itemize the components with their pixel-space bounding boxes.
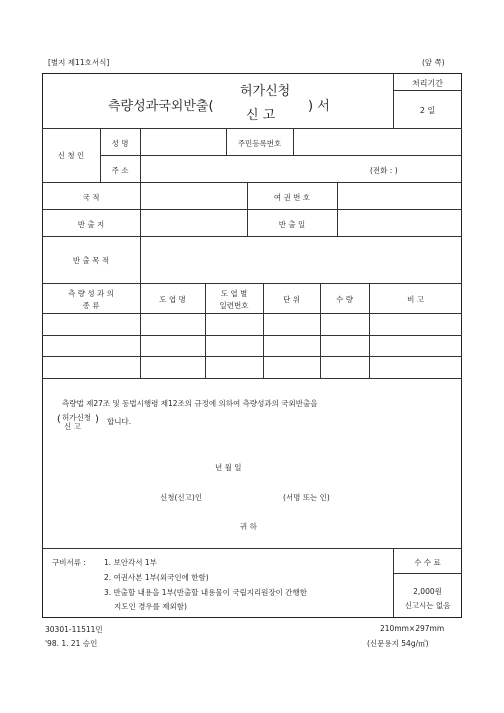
signature-note: (서명 또는 인): [283, 493, 330, 502]
export-date-label: 반 출 일: [278, 220, 306, 229]
fee-amount: 2,000원: [413, 587, 442, 596]
result-type-header-line2: 종 류: [82, 301, 100, 310]
paper-size: 210mm×297mm: [380, 624, 445, 633]
statement-line2: ( 허가신청 신 고 ) 합니다.: [57, 413, 132, 431]
approval-date: '98. 1. 21 승인: [45, 639, 98, 648]
export-destination-label: 반 출 지: [77, 220, 105, 229]
applicant-section-label: 신 청 인: [57, 151, 85, 160]
unit-header: 단 위: [283, 295, 300, 304]
applicant-signature-label: 신청(신고)인: [160, 493, 203, 502]
passport-number-label: 여 권 번 호: [273, 193, 311, 202]
required-documents-label: 구비서류 :: [52, 558, 86, 567]
export-purpose-label: 반 출 목 적: [72, 256, 110, 265]
form-title: 측량성과국외반출( 허가신청 신 고 ) 서: [108, 84, 330, 123]
addressee: 귀 하: [240, 522, 257, 531]
phone-label: (전화 : ): [370, 166, 398, 175]
date-line: 년 월 일: [215, 463, 242, 472]
map-sheet-name-header: 도 엽 명: [159, 295, 186, 304]
required-document-1: 1. 보안각서 1부: [104, 558, 157, 567]
required-document-3a: 3. 반출할 내용을 1부(반출할 내용물이 국립지리원장이 간행한: [104, 588, 308, 597]
form-number-label: [별지 제11호서식]: [48, 58, 110, 67]
statement-line1: 측량법 제27조 및 동법시행령 제12조의 규정에 의하여 측량성과의 국외반출을: [62, 399, 318, 408]
required-document-2: 2. 여권사본 1부(외국인에 한함): [104, 573, 209, 582]
required-document-3b: 지도인 경우를 제외함): [114, 602, 187, 611]
remarks-header: 비 고: [407, 295, 424, 304]
fee-report-note: 신고시는 없음: [404, 601, 451, 610]
resident-number-label: 주민등록번호: [237, 139, 282, 148]
processing-period-value: 2 일: [419, 106, 436, 115]
result-type-header-line1: 측 량 성 과 의: [68, 289, 114, 298]
processing-period-label: 처리기간: [412, 79, 443, 88]
quantity-header: 수 량: [336, 295, 353, 304]
name-label: 성 명: [111, 139, 129, 148]
form-code: 30301-11511민: [45, 625, 103, 634]
sheet-serial-header-line1: 도 엽 별: [220, 289, 248, 298]
fee-label: 수 수 료: [414, 558, 441, 567]
address-label: 주 소: [111, 166, 129, 175]
nationality-label: 국 적: [82, 193, 100, 202]
page-side-label: (앞 쪽): [422, 58, 445, 67]
sheet-serial-header-line2: 일련번호: [219, 301, 249, 310]
paper-type: (신문용지 54g/㎡): [367, 639, 429, 648]
